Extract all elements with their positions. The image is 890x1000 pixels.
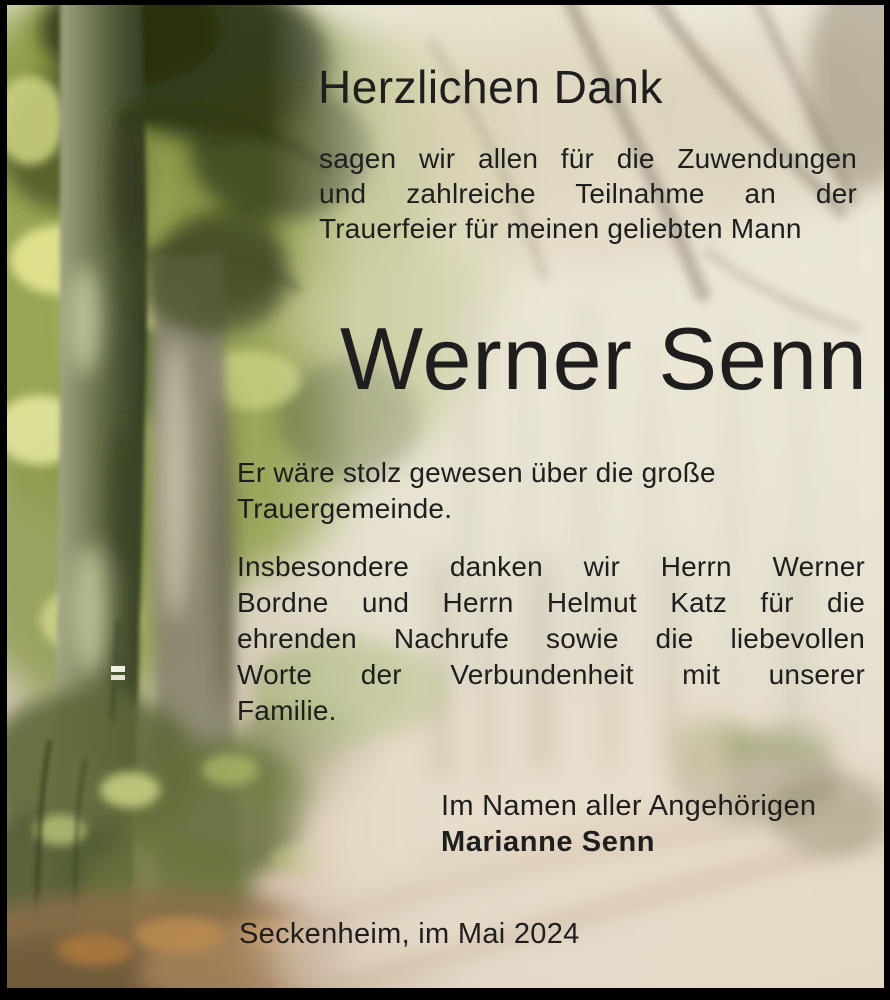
thanks-line: Insbesondere danken wir Herrn Werner	[237, 551, 865, 582]
thanks-line: ehrenden Nachrufe sowie die liebevollen	[237, 623, 865, 654]
tribute-line: Er wäre stolz gewesen über die große	[237, 457, 716, 488]
signatory-name: Marianne Senn	[441, 826, 656, 858]
intro-line: Trauerfeier für meinen geliebten Mann	[319, 213, 802, 244]
intro-paragraph	[319, 141, 857, 246]
thanks-line: Worte der Verbundenheit mit unserer	[237, 659, 865, 690]
tribute-paragraph	[237, 455, 865, 527]
place-dateline: Seckenheim, im Mai 2024	[239, 918, 580, 950]
thanks-line: Familie.	[237, 695, 337, 726]
closing-intro: Im Namen aller Angehörigen	[441, 790, 817, 822]
thanks-line: Bordne und Herrn Helmut Katz für die	[237, 587, 865, 618]
intro-line: sagen wir allen für die Zuwendungen	[319, 143, 857, 174]
intro-line: und zahlreiche Teilnahme an der	[319, 178, 857, 209]
thanks-paragraph	[237, 549, 865, 729]
closing-block	[441, 788, 816, 860]
tribute-line: Trauergemeinde.	[237, 493, 453, 524]
heading: Herzlichen Dank	[318, 61, 663, 113]
deceased-name: Werner Senn	[340, 309, 868, 408]
